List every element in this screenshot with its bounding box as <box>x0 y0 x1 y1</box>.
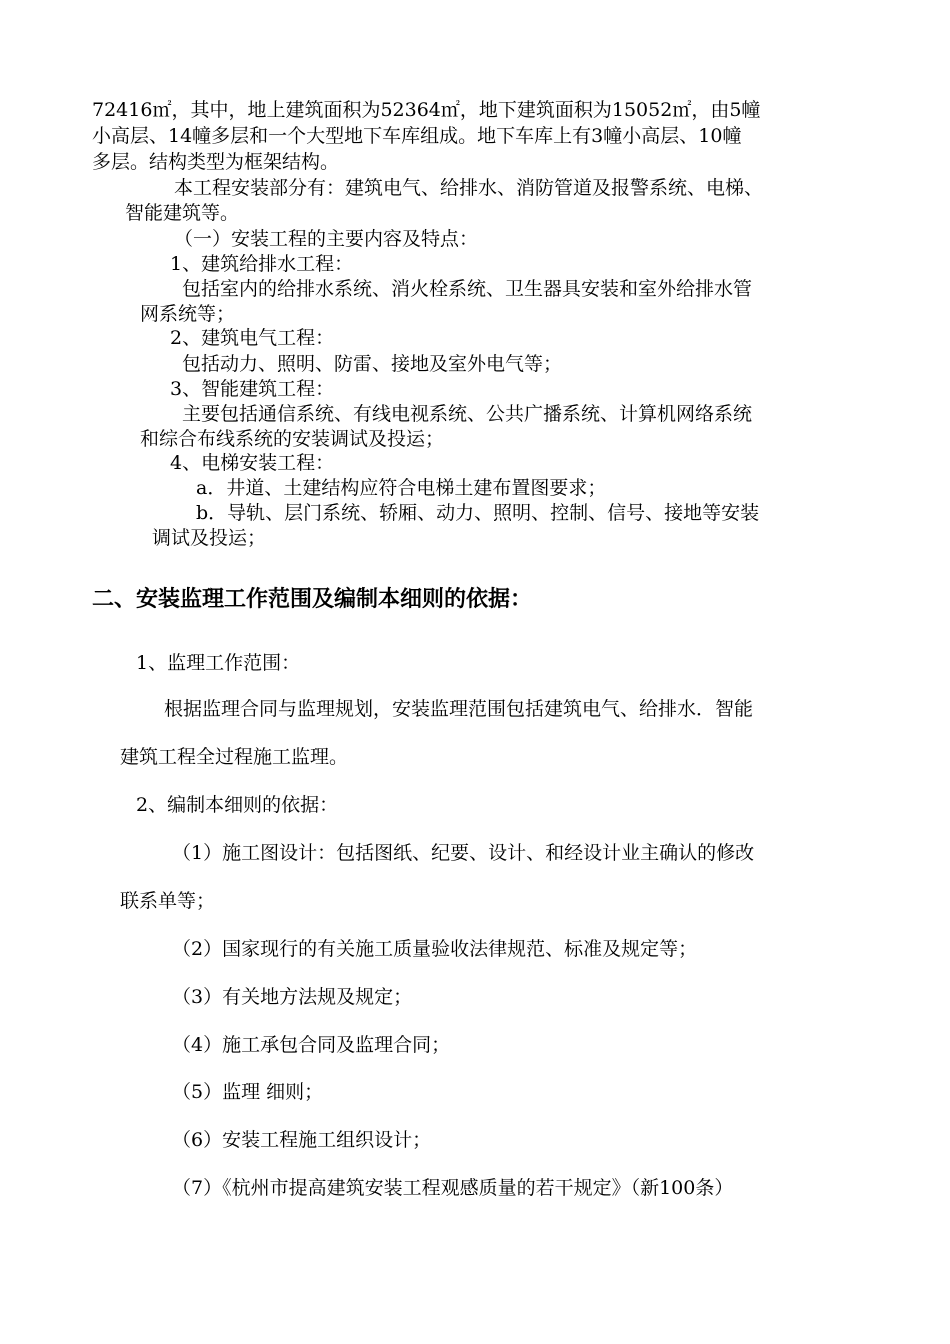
item4-b-line-2: 调试及投运； <box>152 527 267 549</box>
basis-title: 2、编制本细则的依据： <box>136 794 339 816</box>
item3-title: 3、智能建筑工程： <box>170 378 335 400</box>
scope-line-2: 建筑工程全过程施工监理。 <box>120 746 349 768</box>
intro-line-3: 多层。结构类型为框架结构。 <box>92 151 340 173</box>
item3-desc-line-1: 主要包括通信系统、有线电视系统、公共广播系统、计算机网络系统 <box>182 403 753 425</box>
basis-item-3: （3）有关地方法规及规定； <box>172 986 413 1008</box>
basis-item-5: （5）监理 细则； <box>172 1081 324 1103</box>
item1-desc-line-2: 网系统等； <box>140 303 236 325</box>
scope-intro-line-1: 本工程安装部分有：建筑电气、给排水、消防管道及报警系统、电梯、 <box>174 177 764 199</box>
item3-desc-line-2: 和综合布线系统的安装调试及投运； <box>140 428 445 450</box>
item2-desc-line-1: 包括动力、照明、防雷、接地及室外电气等； <box>182 353 563 375</box>
basis-item-2: （2）国家现行的有关施工质量验收法律规范、标准及规定等； <box>172 938 698 960</box>
section2-heading: 二、安装监理工作范围及编制本细则的依据： <box>92 587 533 612</box>
basis-item-4: （4）施工承包合同及监理合同； <box>172 1034 451 1056</box>
scope-intro-line-2: 智能建筑等。 <box>125 202 240 224</box>
item1-desc-line-1: 包括室内的给排水系统、消火栓系统、卫生器具安装和室外给排水管 <box>182 278 753 300</box>
basis-item-1: （1）施工图设计：包括图纸、纪要、设计、和经设计业主确认的修改 <box>172 842 755 864</box>
scope-line-1: 根据监理合同与监理规划，安装监理范围包括建筑电气、给排水．智能 <box>164 698 754 720</box>
scope-title: 1、监理工作范围： <box>136 652 301 674</box>
section1-subtitle: （一）安装工程的主要内容及特点： <box>174 228 479 250</box>
intro-line-2: 小高层、14幢多层和一个大型地下车库组成。地下车库上有3幢小高层、10幢 <box>92 125 742 147</box>
item2-title: 2、建筑电气工程： <box>170 327 335 349</box>
basis-item-7: （7）《杭州市提高建筑安装工程观感质量的若干规定》（新100条） <box>172 1177 734 1199</box>
item4-a: a．井道、土建结构应符合电梯土建布置图要求； <box>196 477 607 499</box>
basis-item-6: （6）安装工程施工组织设计； <box>172 1129 432 1151</box>
item4-b-line-1: b．导轨、层门系统、轿厢、动力、照明、控制、信号、接地等安装 <box>196 502 760 524</box>
item4-title: 4、电梯安装工程： <box>170 452 335 474</box>
item1-title: 1、建筑给排水工程： <box>170 253 354 275</box>
basis-item-1-cont: 联系单等； <box>120 890 216 912</box>
intro-line-1: 72416㎡，其中，地上建筑面积为52364㎡，地下建筑面积为15052㎡，由5幢 <box>92 99 761 121</box>
